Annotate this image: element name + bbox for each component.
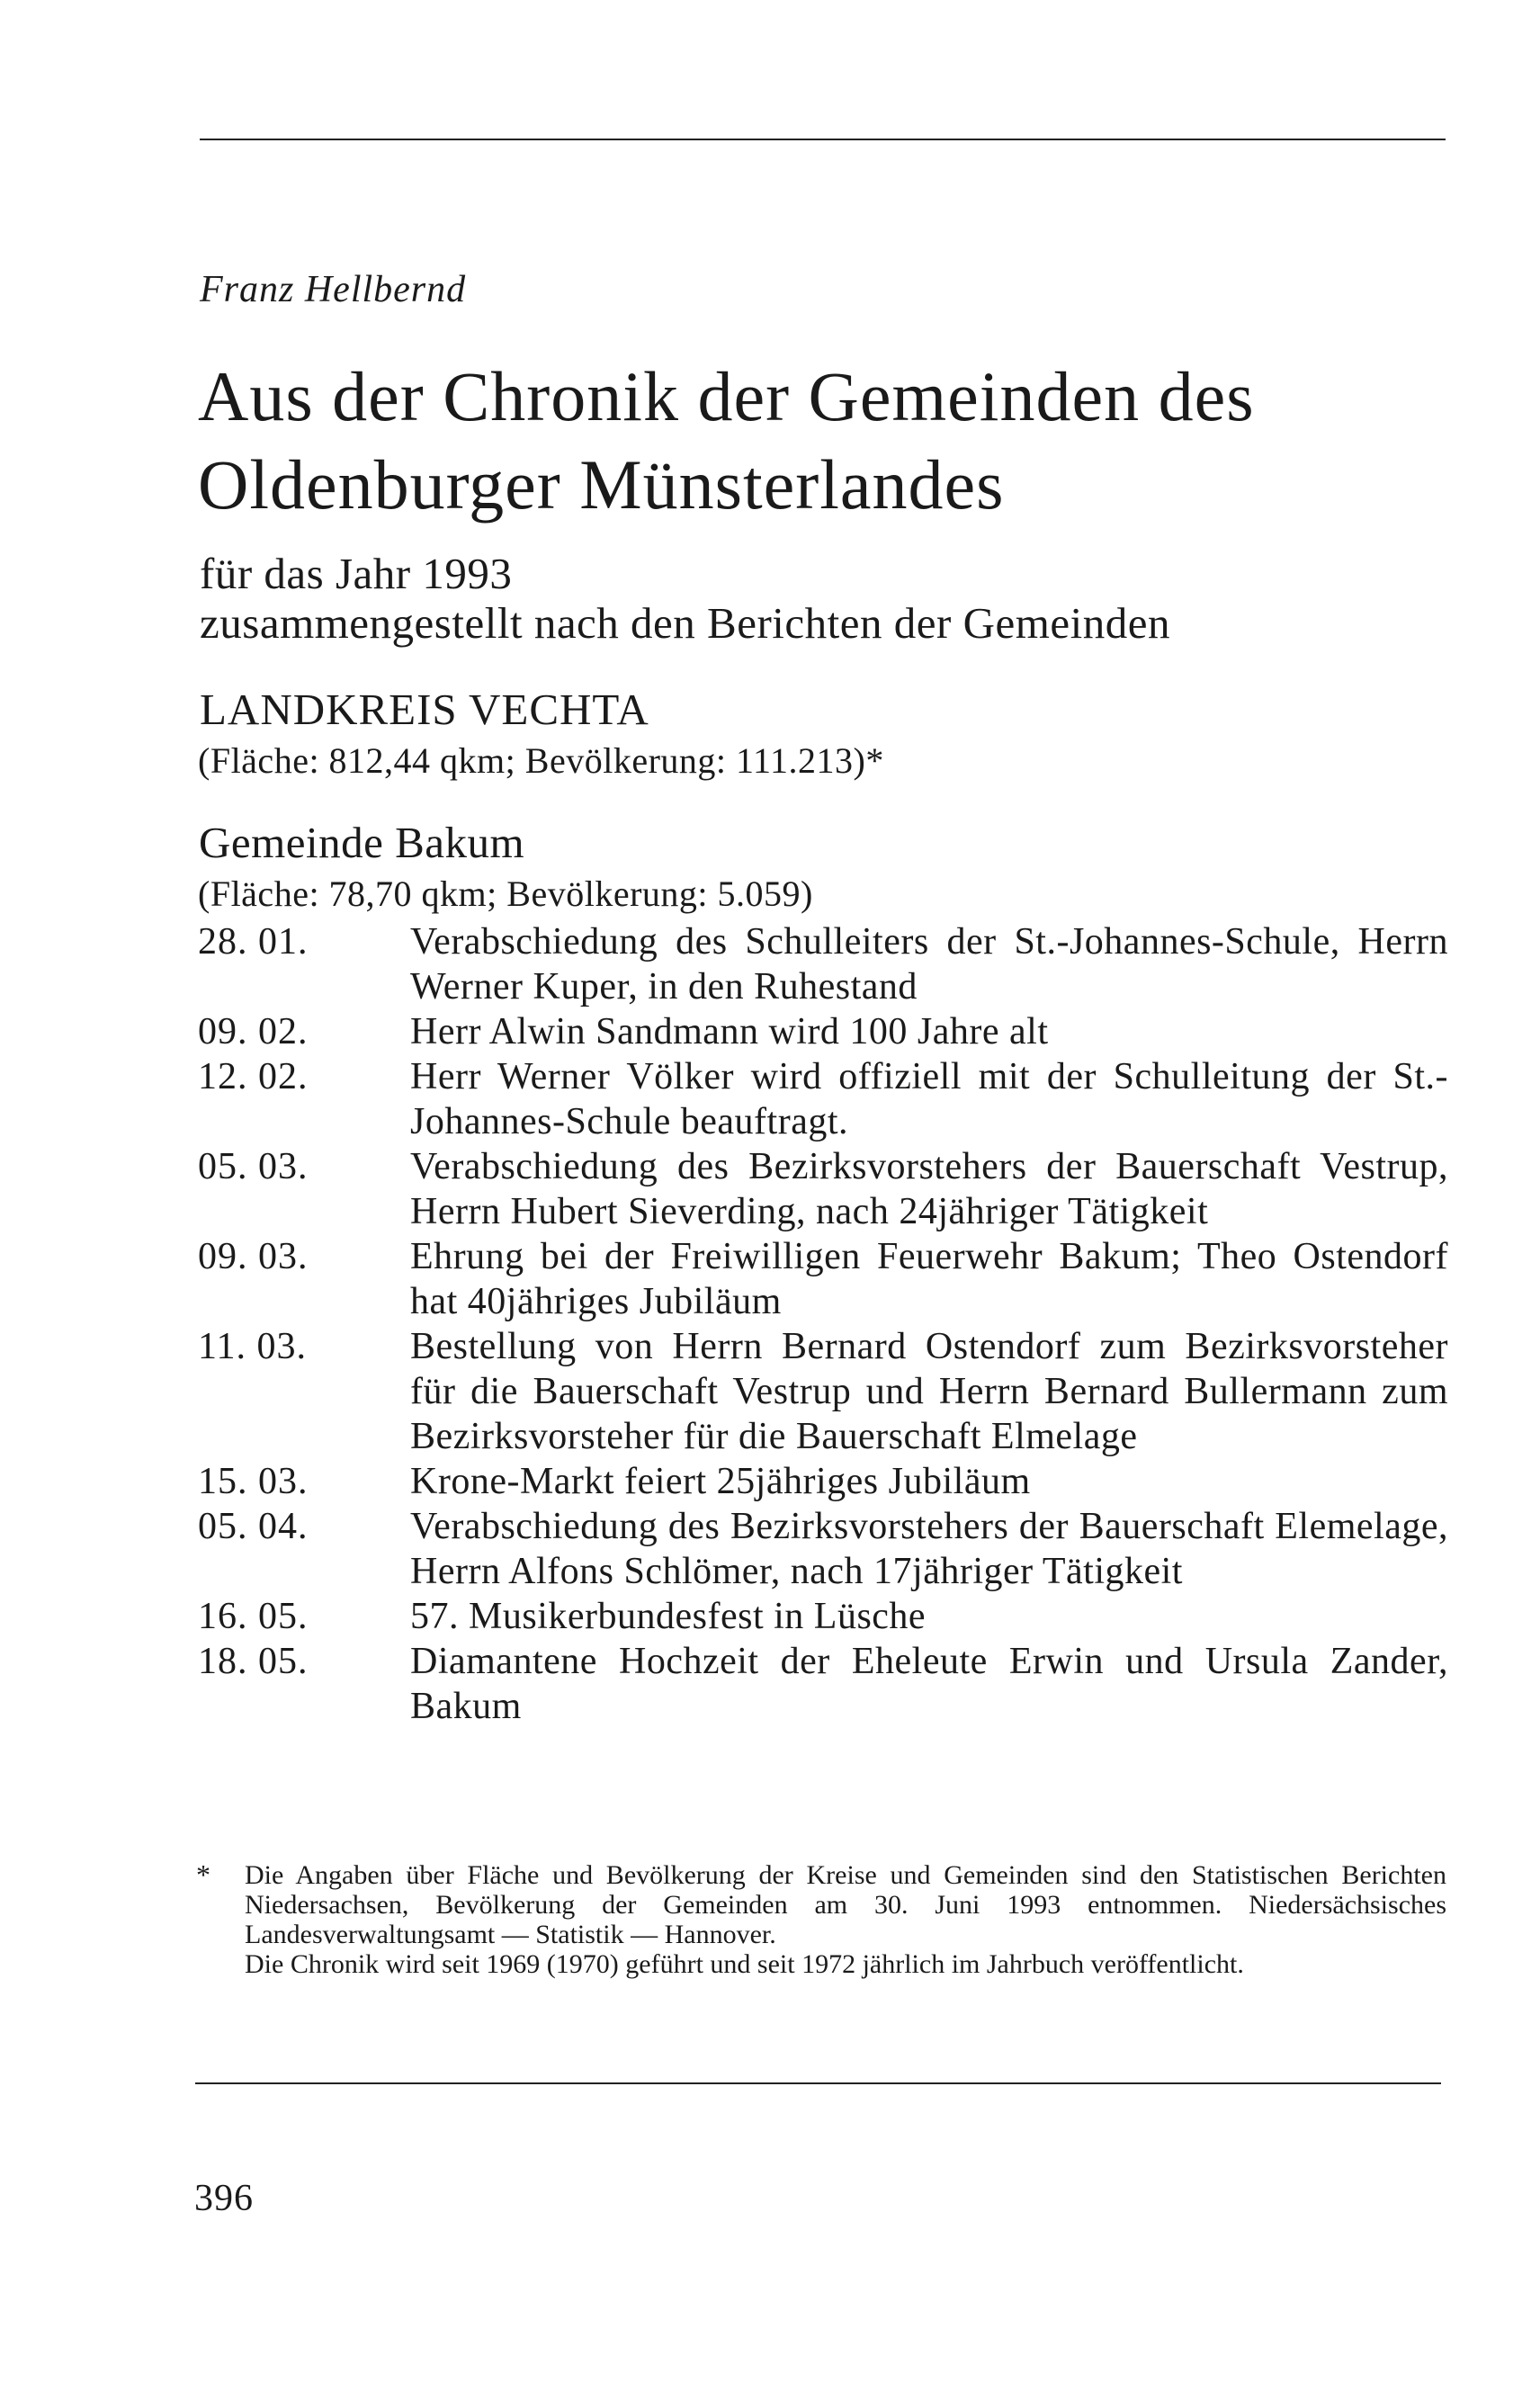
entry-date: 18. 05.	[198, 1641, 309, 1682]
entry-date: 11. 03.	[198, 1326, 307, 1367]
chronicle-entry	[198, 1504, 1448, 1594]
subtitle-line: zusammengestellt nach den Berichten der Gemeinden	[200, 598, 1170, 648]
entry-text: Verabschiedung des Schulleiters der St.-Johannes-Schule, Herrn Werner Kuper, in den Ruhestand	[410, 921, 1448, 1007]
entry-date: 05. 04.	[198, 1506, 309, 1547]
chronicle-entry	[198, 1594, 1448, 1639]
chronicle-entry	[198, 1144, 1448, 1234]
district-heading: LANDKREIS VECHTA	[200, 685, 649, 734]
entry-date: 09. 02.	[198, 1011, 309, 1052]
bottom-rule	[195, 2082, 1441, 2084]
title-line: Aus der Chronik der Gemeinden des	[198, 357, 1255, 435]
entry-text: Verabschiedung des Bezirksvorstehers der Bauerschaft Elemelage, Herrn Alfons Schlömer, nach 17jähriger Tätigkeit	[410, 1506, 1448, 1592]
article-title	[198, 353, 1255, 529]
chronicle-entry	[198, 1009, 1448, 1054]
entry-text: Ehrung bei der Freiwilligen Feuerwehr Bakum; Theo Ostendorf hat 40jähriges Jubiläum	[410, 1236, 1448, 1322]
page-number: 396	[194, 2178, 254, 2219]
footnote	[196, 1860, 1446, 1979]
chronicle-entry	[198, 1054, 1448, 1144]
entry-text: Herr Werner Völker wird offiziell mit der Schulleitung der St.-Johannes-Schule beauftragt.	[410, 1056, 1448, 1142]
footnote-paragraph: Die Angaben über Fläche und Bevölkerung der Kreise und Gemeinden sind den Statistischen Berichten Niedersachsen, Bevölkerung der Gemeinden am 30. Juni 1993 entnommen. Niedersächsisches Landesverwaltungsamt — Statistik — Hannover.	[245, 1860, 1446, 1949]
top-rule	[200, 139, 1446, 140]
subtitle-line: für das Jahr 1993	[200, 549, 513, 598]
entry-date: 05. 03.	[198, 1146, 309, 1187]
footnote-paragraph: Die Chronik wird seit 1969 (1970) geführt und seit 1972 jährlich im Jahrbuch veröffentlicht.	[245, 1949, 1244, 1979]
footnote-body	[245, 1860, 1446, 1979]
entry-text: Krone-Markt feiert 25jähriges Jubiläum	[410, 1461, 1031, 1502]
title-line: Oldenburger Münsterlandes	[198, 445, 1005, 524]
chronicle-entry	[198, 1639, 1448, 1729]
chronicle-entry	[198, 1234, 1448, 1324]
entry-text: 57. Musikerbundesfest in Lüsche	[410, 1596, 927, 1637]
entry-text: Verabschiedung des Bezirksvorstehers der Bauerschaft Vestrup, Herrn Hubert Sieverding, nach 24jähriger Tätigkeit	[410, 1146, 1448, 1232]
entry-text: Diamantene Hochzeit der Eheleute Erwin und Ursula Zander, Bakum	[410, 1641, 1448, 1727]
entry-date: 09. 03.	[198, 1236, 309, 1277]
footnote-mark: *	[196, 1858, 210, 1891]
district-stats: (Fläche: 812,44 qkm; Bevölkerung: 111.213)*	[198, 740, 884, 781]
chronicle-entry	[198, 1324, 1448, 1459]
chronicle-entry	[198, 919, 1448, 1009]
municipality-stats: (Fläche: 78,70 qkm; Bevölkerung: 5.059)	[198, 873, 813, 914]
article-subtitle	[200, 549, 1170, 648]
entry-date: 28. 01.	[198, 921, 309, 963]
entry-text: Herr Alwin Sandmann wird 100 Jahre alt	[410, 1011, 1049, 1052]
entry-date: 15. 03.	[198, 1461, 309, 1502]
municipality-heading: Gemeinde Bakum	[199, 818, 525, 867]
entry-date: 12. 02.	[198, 1056, 309, 1097]
entry-date: 16. 05.	[198, 1596, 309, 1637]
chronicle-list	[198, 919, 1448, 1729]
chronicle-entry	[198, 1459, 1448, 1504]
entry-text: Bestellung von Herrn Bernard Ostendorf zum Bezirksvorsteher für die Bauerschaft Vestrup und Herrn Bernard Bullermann zum Bezirksvorsteher für die Bauerschaft Elmelage	[410, 1326, 1448, 1457]
author-name: Franz Hellbernd	[200, 269, 467, 310]
